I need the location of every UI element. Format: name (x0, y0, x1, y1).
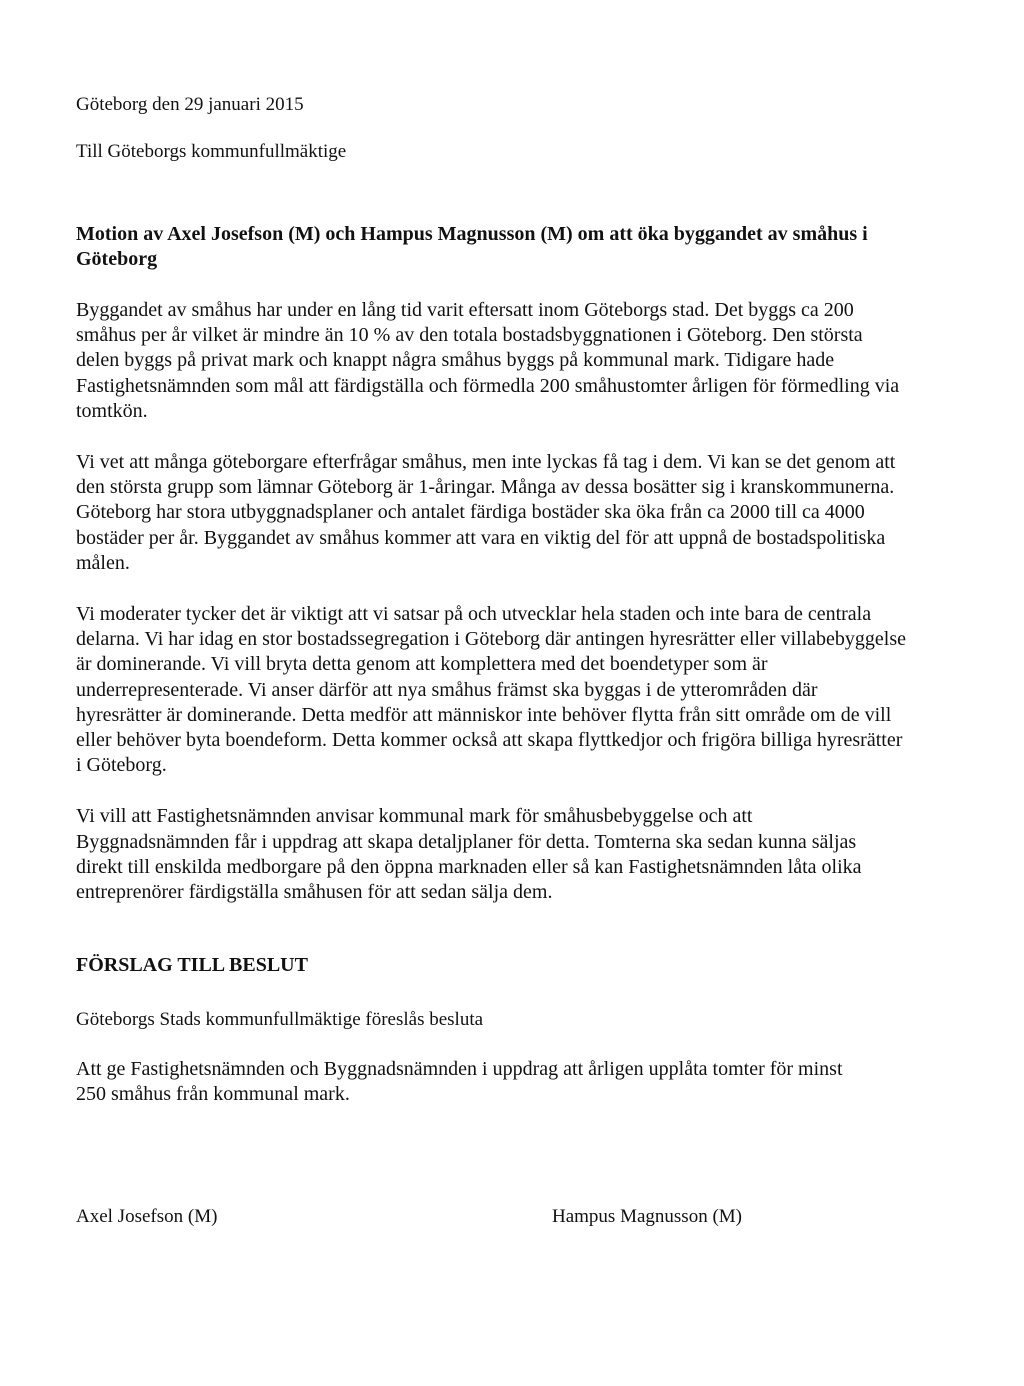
motion-title: Motion av Axel Josefson (M) och Hampus Magnusson (M) om att öka byggandet av småhus i Göteborg (76, 223, 868, 270)
proposal-heading: FÖRSLAG TILL BESLUT (76, 954, 308, 977)
paragraph-1: Byggandet av småhus har under en lång tid varit eftersatt inom Göteborgs stad. Det byggs ca 200 småhus per år vilket är mindre än 10 % av den totala bostadsbyggnationen i Göteborg. Den största delen byggs på privat mark och knappt några småhus byggs på kommunal mark. Tidigare hade Fastighetsnämnden som mål att färdigställa och förmedla 200 småhustomter årligen för förmedling via tomtkön. (76, 299, 900, 422)
proposal-text: Att ge Fastighetsnämnden och Byggnadsnämnden i uppdrag att årligen upplåta tomter för minst 250 småhus från kommunal mark. (76, 1058, 843, 1106)
paragraph-2: Vi vet att många göteborgare efterfrågar småhus, men inte lyckas få tag i dem. Vi kan se det genom att den största grupp som lämnar Göteborg är 1-åringar. Många av dessa bosätter sig i kranskommunerna. Göteborg har stora utbyggnadsplaner och antalet färdiga bostäder ska öka från ca 2000 till ca 4000 bostäder per år. Byggandet av småhus kommer att vara en viktig del för att uppnå de bostadspolitiska målen. (76, 451, 896, 574)
letter-body (76, 92, 906, 1108)
paragraph-3: Vi moderater tycker det är viktigt att vi satsar på och utvecklar hela staden och inte bara de centrala delarna. Vi har idag en stor bostadssegregation i Göteborg där antingen hyresrätter eller villabebyggelse är dominerande. Vi vill bryta detta genom att komplettera med det boendetyper som är underrepresenterade. Vi anser därför att nya småhus främst ska byggas i de ytterområden där hyresrätter är dominerande. Detta medför att människor inte behöver flytta från sitt område om de vill eller behöver byta boendeform. Detta kommer också att skapa flyttkedjor och frigöra billiga hyresrätter i Göteborg. (76, 603, 907, 777)
paragraph-4: Vi vill att Fastighetsnämnden anvisar kommunal mark för småhusbebyggelse och att Byggnadsnämnden får i uppdrag att skapa detaljplaner för detta. Tomterna ska sedan kunna säljas direkt till enskilda medborgare på den öppna marknaden eller så kan Fastighetsnämnden låta olika entreprenörer färdigställa småhusen för att sedan sälja dem. (76, 805, 862, 904)
proposal-intro: Göteborgs Stads kommunfullmäktige föreslås besluta (76, 1009, 484, 1031)
date-line: Göteborg den 29 januari 2015 (76, 94, 304, 115)
recipient-line: Till Göteborgs kommunfullmäktige (76, 141, 347, 162)
signature-left: Axel Josefson (M) (76, 1206, 218, 1227)
signature-right: Hampus Magnusson (M) (552, 1206, 742, 1227)
signature-block (0, 1204, 1024, 1234)
